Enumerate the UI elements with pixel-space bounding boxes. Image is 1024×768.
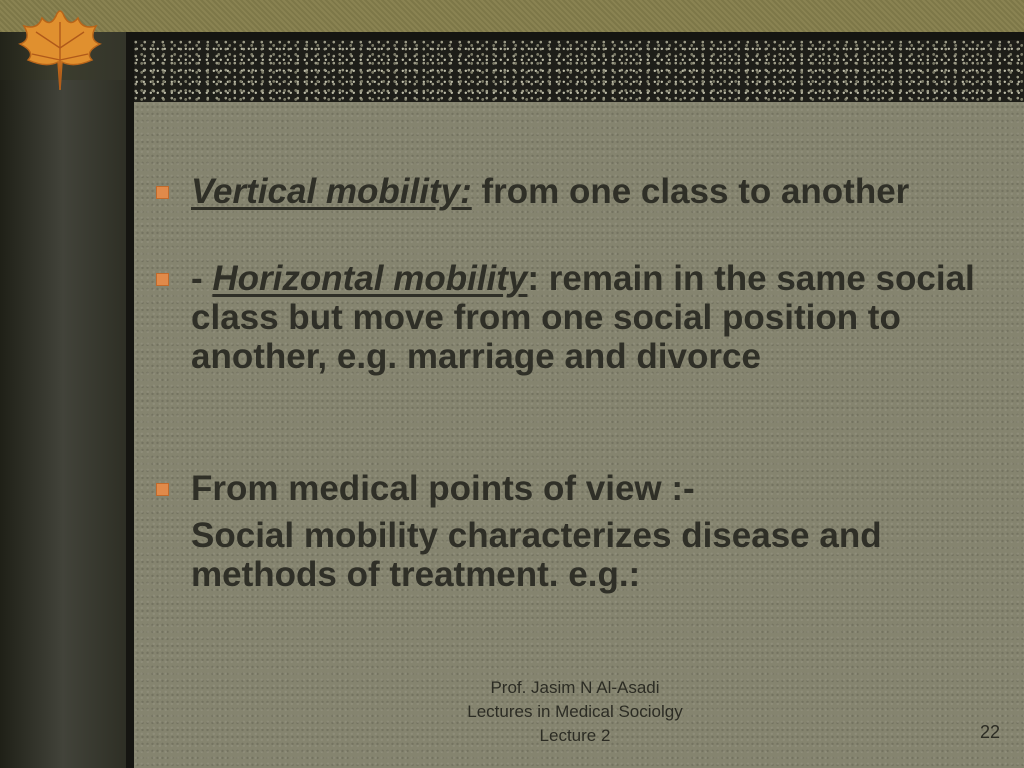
- definition-horizontal-mobility: : remain in the same social class but move from one social position to another, e.g. marriage and divorce: [191, 259, 975, 376]
- top-band: [0, 0, 1024, 32]
- square-bullet-icon: [156, 483, 169, 496]
- square-bullet-icon: [156, 186, 169, 199]
- autumn-leaf-icon: [4, 2, 116, 92]
- bullet-horizontal-mobility: [156, 259, 986, 376]
- slide-header-texture: [134, 40, 1024, 102]
- page-number: 22: [979, 722, 1001, 742]
- bullet-vertical-mobility: [156, 172, 986, 211]
- medical-view-heading: From medical points of view :-: [191, 469, 695, 508]
- footer-author: Prof. Jasim N Al-Asadi: [490, 678, 660, 697]
- footer-lecture: Lecture 2: [539, 726, 611, 745]
- term-horizontal-mobility: Horizontal mobility: [212, 259, 528, 298]
- slide-footer: [420, 676, 730, 748]
- medical-view-paragraph: Social mobility characterizes disease and methods of treatment. e.g.:: [191, 516, 882, 594]
- left-strip-lower: [0, 80, 126, 768]
- square-bullet-icon: [156, 273, 169, 286]
- bullet-medical-view: [156, 469, 986, 508]
- bullet-prefix: -: [191, 259, 213, 298]
- definition-vertical-mobility: from one class to another: [471, 172, 910, 211]
- term-vertical-mobility: Vertical mobility:: [191, 172, 472, 211]
- footer-course: Lectures in Medical Sociolgy: [467, 702, 683, 721]
